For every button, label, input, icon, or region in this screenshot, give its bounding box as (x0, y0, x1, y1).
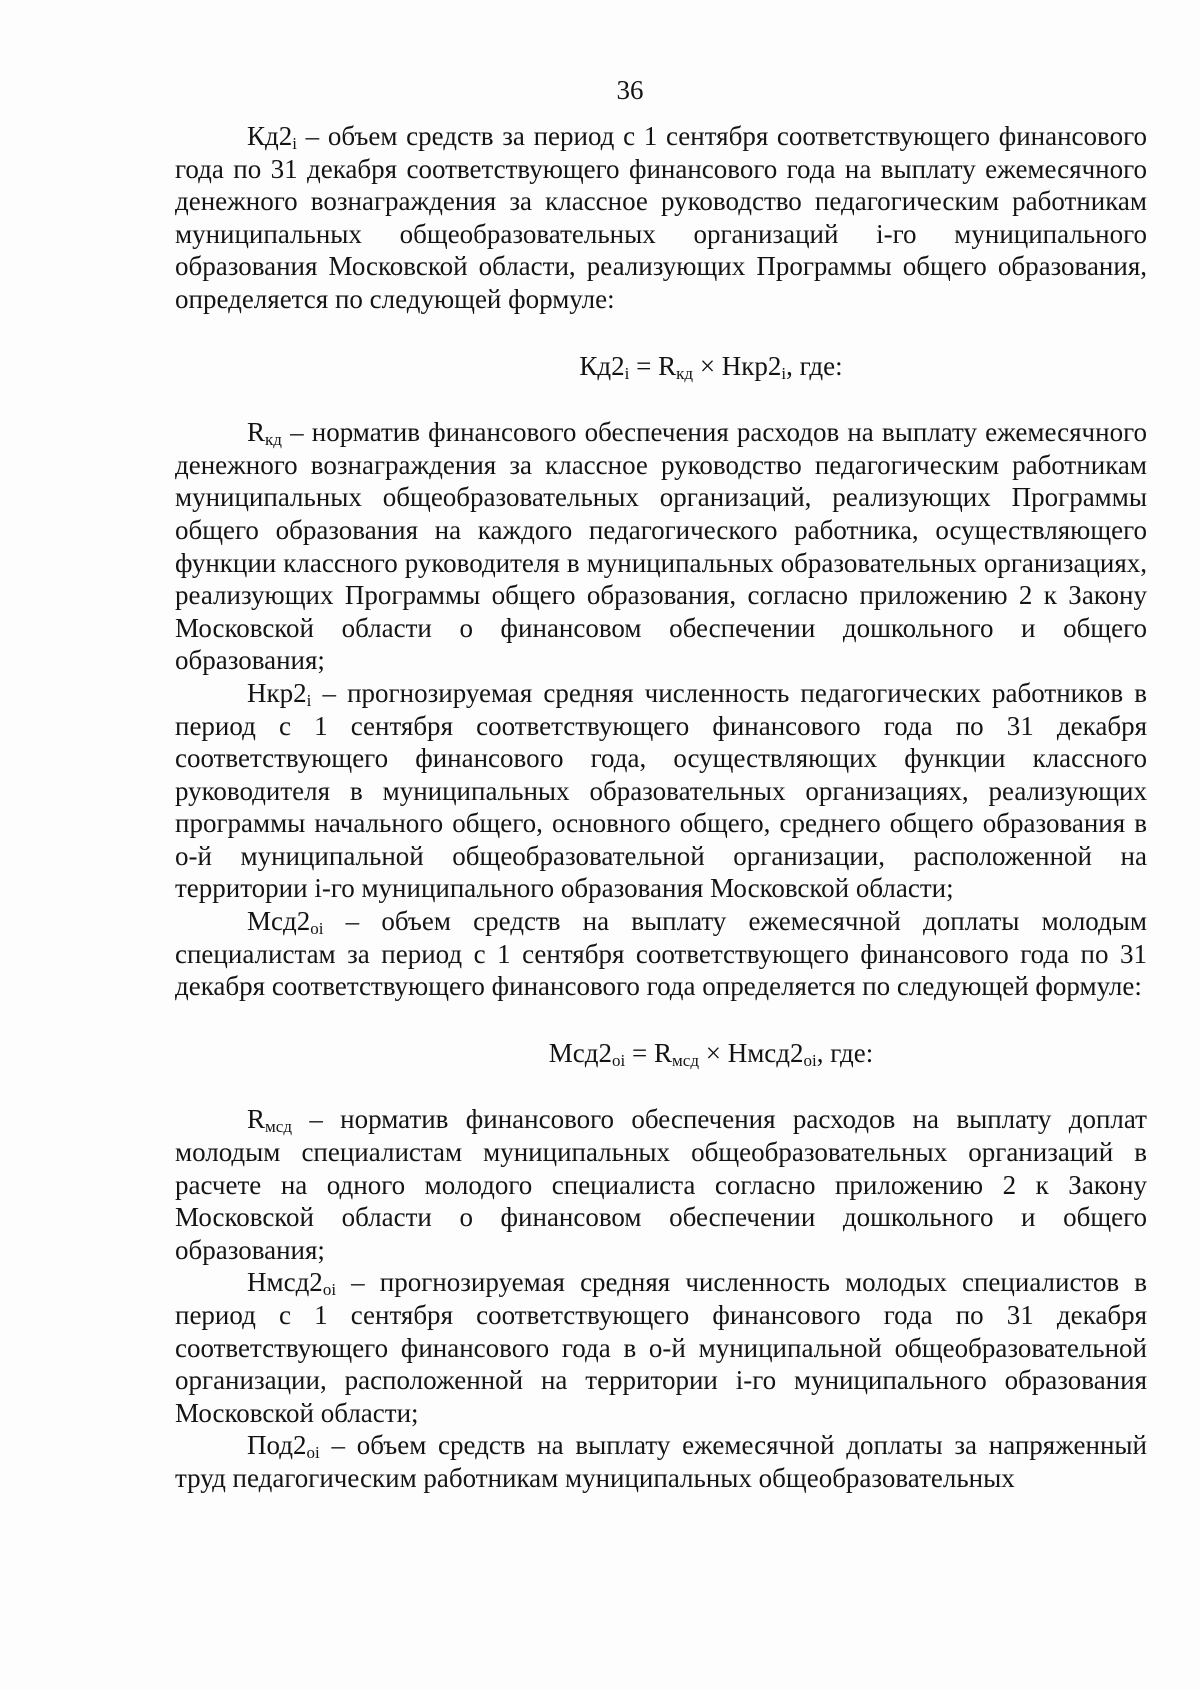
subscript: i (781, 363, 787, 383)
subscript: i (292, 134, 297, 153)
paragraph (175, 1266, 1147, 1429)
text-run: R (247, 1104, 266, 1135)
text-run: – прогнозируемая средняя численность педагогических работников в период с 1 сентября соответствующего финансового года по 31 декабря соответствующего финансового года, осуществляющих функции классного руководителя в муниципальных образовательных организациях, реализующих программы начального общего, основного общего, среднего общего образования в о-й муниципальной общеобразовательной организации, расположенной на территории i-го муниципального образования Московской области; (175, 677, 1147, 904)
paragraph (175, 120, 1147, 316)
text-run: – объем средств на выплату ежемесячной доплаты за напряженный труд педагогическим работникам муниципальных общеобразовательных (175, 1430, 1147, 1493)
paragraph (175, 1429, 1147, 1494)
text-run: Мсд2 (548, 1037, 613, 1068)
subscript: oi (310, 919, 324, 939)
text-run: – объем средств за период с 1 сентября соответствующего финансового года по 31 декабря соответствующего финансового года на выплату ежемесячного денежного вознаграждения за классное руководство педагогическим работникам муниципальных общеобразовательных организаций i-го муниципального образования Московской области, реализующих Программы общего образования, определяется по следующей формуле: (175, 121, 1147, 314)
text-run: – объем средств на выплату ежемесячной доплаты молодым специалистам за период с 1 сентября соответствующего финансового года по 31 декабря соответствующего финансового года определяется по следующей формуле: (175, 906, 1147, 1002)
subscript: i (624, 363, 630, 383)
paragraph (175, 677, 1147, 905)
text-run: = R (629, 350, 677, 381)
subscript: oi (306, 1443, 320, 1463)
text-run: Кд2 (247, 121, 293, 151)
text-run: – норматив финансового обеспечения расходов на выплату доплат молодым специалистам муниципальных общеобразовательных организаций в расчете на одного молодого специалиста согласно приложению 2 к Закону Московской области о финансовом обеспечении дошкольного и общего образования; (175, 1104, 1147, 1265)
text-run: × Нмсд2 (698, 1037, 804, 1068)
text-run: Под2 (247, 1430, 307, 1461)
text-run: × Нкр2 (693, 350, 782, 381)
text-run: = R (625, 1037, 673, 1068)
subscript: i (306, 690, 312, 710)
text-run: – прогнозируемая средняя численность молодых специалистов в период с 1 сентября соответствующего финансового года по 31 декабря соответствующего финансового года в о-й муниципальной общеобразовательной организации, расположенной на территории i-го муниципального образования Московской области; (175, 1267, 1147, 1428)
document-body (175, 120, 1147, 1495)
text-run: , где: (816, 1037, 874, 1068)
text-run: R (247, 417, 266, 448)
subscript: мсд (672, 1050, 699, 1070)
formula-line (175, 1037, 1147, 1070)
text-run: Мсд2 (247, 906, 311, 937)
subscript: кд (265, 430, 282, 450)
subscript: кд (676, 363, 694, 383)
text-run: , где: (786, 350, 843, 381)
text-run: Нкр2 (247, 677, 307, 708)
subscript: oi (612, 1050, 626, 1070)
page-number: 36 (616, 75, 644, 105)
subscript: oi (322, 1280, 337, 1300)
text-run: – норматив финансового обеспечения расходов на выплату ежемесячного денежного вознаграждения за классное руководство педагогическим работникам муниципальных общеобразовательных организаций, реализующих Программы общего образования на каждого педагогического работника, осуществляющего функции классного руководителя в муниципальных образовательных организациях, реализующих Программы общего образования, согласно приложению 2 к Закону Московской области о финансовом обеспечении дошкольного и общего образования; (175, 417, 1147, 676)
text-run: Кд2 (579, 350, 625, 381)
subscript: мсд (265, 1117, 292, 1137)
text-run: Нмсд2 (247, 1267, 323, 1298)
paragraph (175, 905, 1147, 1003)
paragraph (175, 1103, 1147, 1266)
paragraph (175, 416, 1147, 677)
subscript: oi (803, 1050, 817, 1070)
formula-line (175, 350, 1147, 383)
